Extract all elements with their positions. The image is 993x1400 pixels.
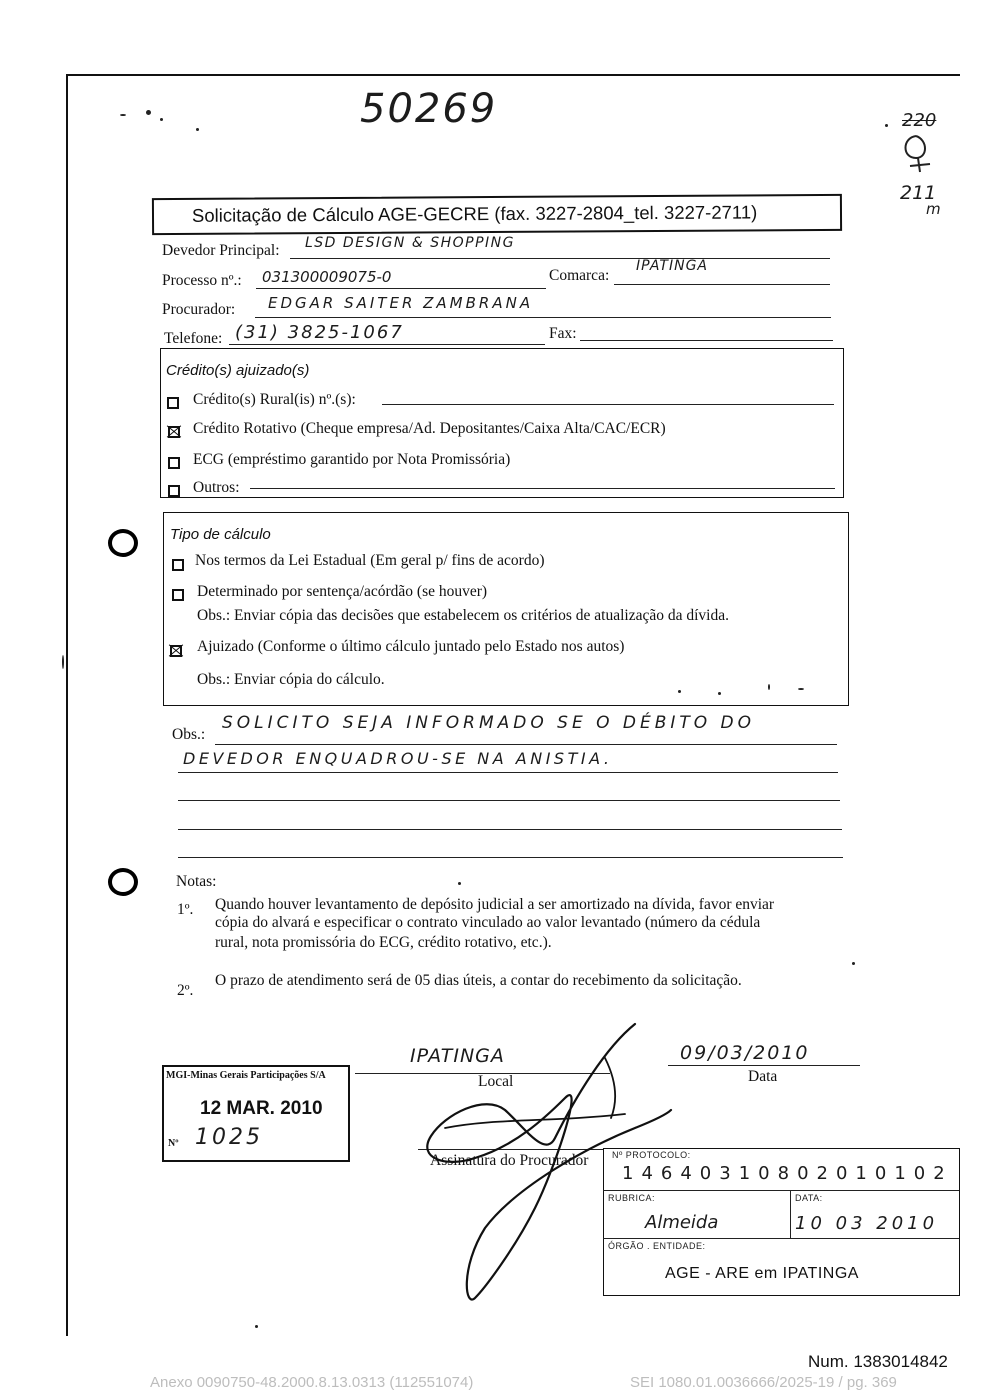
credito-rural-label: Crédito(s) Rural(is) nº.(s): (193, 391, 356, 408)
protocol-date-label: DATA: (795, 1193, 823, 1203)
data-line (668, 1065, 860, 1066)
obs-label: Obs.: (172, 726, 206, 743)
top-border-line (66, 74, 960, 76)
scan-speck (120, 114, 126, 116)
comarca-line (614, 284, 830, 285)
protocol-divider (603, 1190, 959, 1191)
hole-punch (108, 529, 138, 557)
hole-punch (108, 868, 138, 896)
obs-handwritten-line-1: SOLICITO SEJA INFORMADO SE O DÉBITO DO (222, 713, 756, 733)
sentenca-obs: Obs.: Enviar cópia das decisões que estabelecem os critérios de atualização da dívida. (197, 607, 729, 624)
checkbox-outros (168, 485, 180, 497)
procurador-value: EDGAR SAITER ZAMBRANA (268, 294, 534, 312)
tipo-calculo-title: Tipo de cálculo (170, 526, 271, 543)
scan-speck (160, 118, 163, 121)
devedor-value: LSD DESIGN & SHOPPING (305, 235, 515, 251)
corner-initial-mark (898, 132, 938, 176)
obs-line (178, 857, 843, 858)
checkbox-lei-estadual (172, 559, 184, 571)
local-label: Local (478, 1073, 514, 1090)
mgi-stamp-date: 12 MAR. 2010 (200, 1098, 323, 1119)
obs-line (178, 829, 842, 830)
nota-1-number: 1º. (177, 901, 194, 918)
signer-label: Assinatura do Procurador (430, 1152, 589, 1169)
corner-page-number: 211 (900, 182, 937, 204)
corner-initial: m (926, 200, 941, 218)
processo-value: 031300009075-0 (262, 268, 392, 286)
form-title: Solicitação de Cálculo AGE-GECRE (fax. 3227-2804_tel. 3227-2711) (191, 201, 758, 226)
footer-sei: SEI 1080.01.0036666/2025-19 / pg. 369 (630, 1374, 897, 1391)
telefone-line (229, 344, 545, 345)
processo-line (256, 288, 546, 289)
scan-speck (678, 690, 681, 693)
nota-1-line-1: Quando houver levantamento de depósito judicial a ser amortizado na dívida, favor enviar (215, 896, 775, 913)
nota-2-line-1: O prazo de atendimento será de 05 dias úteis, a contar do recebimento da solicitação. (215, 972, 742, 989)
scan-speck (885, 124, 888, 127)
mgi-stamp-number-label: Nº (168, 1138, 179, 1149)
data-label: Data (748, 1068, 778, 1085)
nota-1-line-3: rural, nota promissória do ECG, crédito rotativo, etc.). (215, 934, 552, 951)
credito-rotativo-label: Crédito Rotativo (Cheque empresa/Ad. Depositantes/Caixa Alta/CAC/ECR) (193, 420, 666, 437)
scan-speck (458, 882, 461, 885)
devedor-label: Devedor Principal: (162, 242, 280, 259)
checkbox-ecg (168, 457, 180, 469)
data-value: 09/03/2010 (680, 1042, 810, 1064)
outros-label: Outros: (193, 479, 240, 496)
protocol-number: 14640310802010102 (622, 1163, 953, 1184)
comarca-label: Comarca: (549, 267, 610, 284)
checkbox-credito-rural (167, 397, 179, 409)
outros-line (250, 488, 835, 489)
ecg-label: ECG (empréstimo garantido por Nota Promissória) (193, 451, 511, 468)
scan-speck (146, 110, 151, 115)
credito-section-title: Crédito(s) ajuizado(s) (166, 362, 310, 379)
ajuizado-obs: Obs.: Enviar cópia do cálculo. (197, 671, 385, 688)
mgi-stamp-number: 1025 (195, 1125, 263, 1150)
sentenca-label: Determinado por sentença/acórdão (se houver) (197, 583, 488, 600)
checkbox-ajuizado (170, 645, 182, 657)
procurador-label: Procurador: (162, 301, 236, 318)
orgao-value: AGE - ARE em IPATINGA (665, 1265, 859, 1282)
scan-speck (768, 684, 770, 690)
fax-line (580, 340, 833, 341)
footer-anexo: Anexo 0090750-48.2000.8.13.0313 (112551074) (150, 1374, 474, 1391)
local-value: IPATINGA (410, 1045, 505, 1067)
orgao-label: ÓRGÃO . ENTIDADE: (608, 1241, 706, 1251)
protocol-divider (603, 1238, 959, 1239)
lei-estadual-label: Nos termos da Lei Estadual (Em geral p/ fins de acordo) (195, 552, 545, 569)
devedor-line (290, 258, 830, 259)
scan-speck (718, 692, 721, 695)
corner-crossed-number: 220 (902, 110, 937, 131)
checkbox-sentenca (172, 589, 184, 601)
procurador-line (255, 317, 831, 318)
obs-handwritten-line-2: DEVEDOR ENQUADROU-SE NA ANISTIA. (183, 749, 613, 768)
scan-speck (62, 655, 64, 669)
ajuizado-label: Ajuizado (Conforme o último cálculo juntado pelo Estado nos autos) (197, 638, 625, 655)
fax-label: Fax: (549, 325, 577, 342)
obs-line (178, 772, 838, 773)
telefone-label: Telefone: (164, 330, 223, 347)
mgi-stamp-company: MGI-Minas Gerais Participações S/A (166, 1070, 326, 1081)
protocol-vertical-divider (790, 1190, 791, 1238)
nota-2-number: 2º. (177, 982, 194, 999)
rubrica-value: Almeida (645, 1212, 719, 1233)
scan-speck (852, 962, 855, 965)
scan-speck (255, 1325, 258, 1328)
protocol-label: Nº PROTOCOLO: (612, 1150, 691, 1160)
page-number: Num. 1383014842 (808, 1352, 948, 1371)
credito-rural-line (382, 404, 834, 405)
processo-label: Processo nº.: (162, 272, 242, 289)
notas-title: Notas: (176, 873, 217, 890)
protocol-date-value: 10 03 2010 (795, 1213, 939, 1234)
telefone-value: (31) 3825-1067 (235, 322, 404, 343)
checkbox-credito-rotativo (168, 426, 180, 438)
obs-line (215, 744, 837, 745)
title-box (152, 194, 842, 235)
nota-1-line-2: cópia do alvará e especificar o contrato vinculado ao valor levantado (número da cédula (215, 914, 761, 931)
scan-speck (798, 688, 804, 690)
comarca-value: IPATINGA (636, 258, 709, 274)
handwritten-number: 50269 (360, 86, 498, 132)
scan-speck (196, 128, 199, 131)
left-border-line (66, 74, 68, 1336)
obs-line (178, 800, 840, 801)
rubrica-label: RUBRICA: (608, 1193, 656, 1203)
